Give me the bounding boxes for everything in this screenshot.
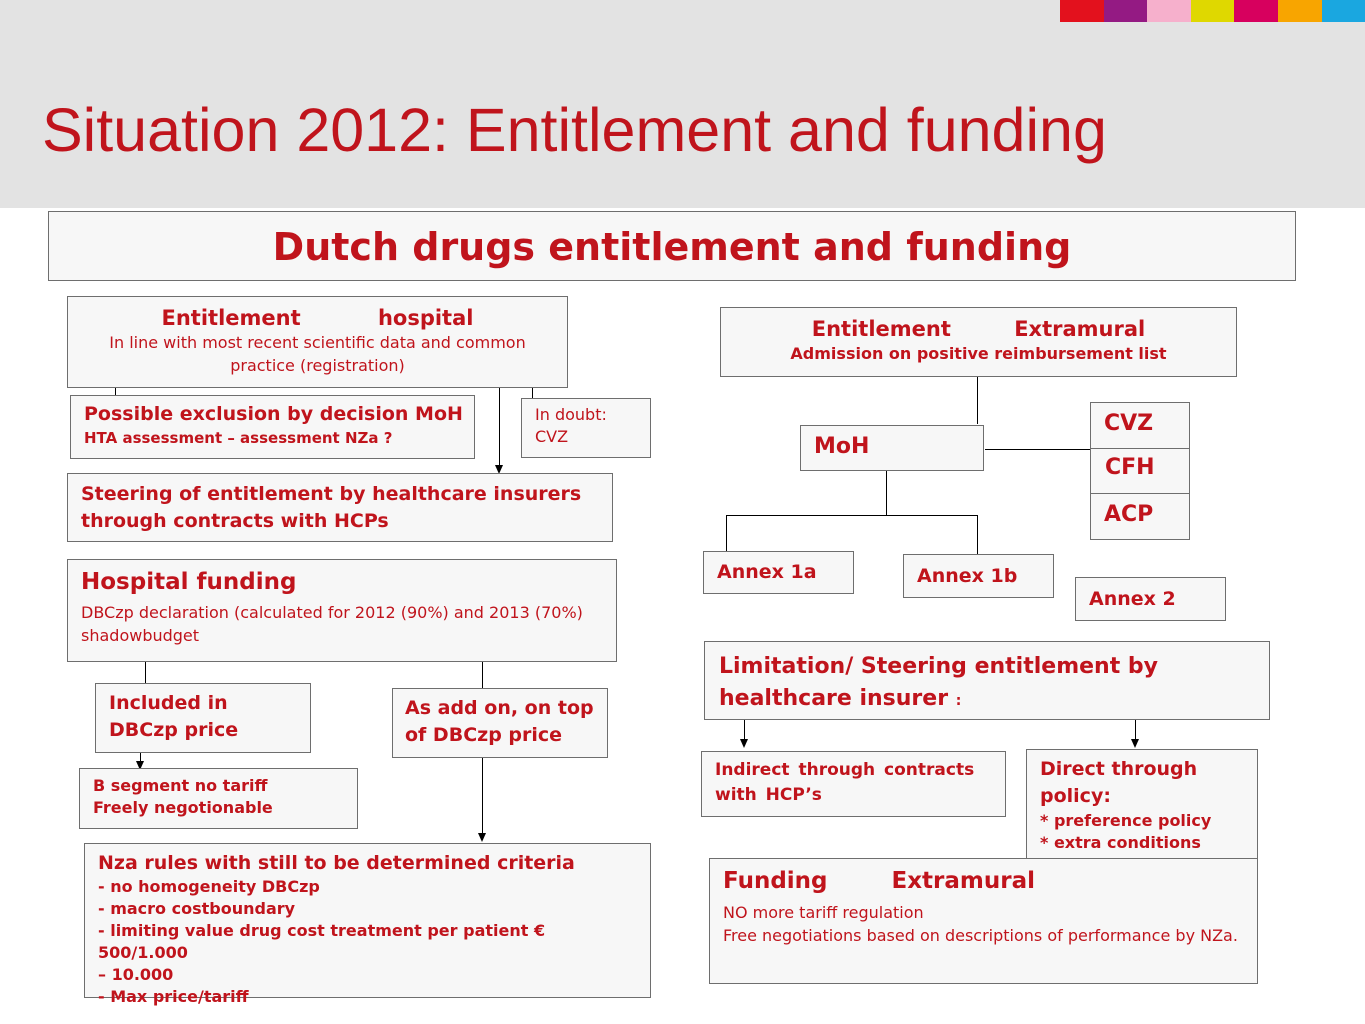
color-swatch-blue — [1322, 0, 1365, 22]
entitlement-hospital-title: Entitlement hospital — [161, 306, 474, 330]
annex-1b-box — [903, 554, 1054, 598]
connector-line — [977, 515, 978, 554]
cvz-label: CVZ — [1104, 411, 1154, 436]
entitlement-hospital-text: In line with most recent scientific data and common practice (registration) — [109, 333, 526, 375]
acp-label: ACP — [1104, 502, 1154, 527]
exclusion-box — [70, 395, 475, 459]
direct-line2: * extra conditions — [1040, 833, 1201, 852]
connector-line — [145, 660, 146, 684]
limitation-text — [719, 651, 1255, 717]
hospital-funding-box — [67, 559, 617, 662]
cfh-label: CFH — [1105, 455, 1155, 480]
annex-2-box — [1075, 577, 1226, 621]
indirect-text: Indirect through contracts with HCP’s — [715, 760, 975, 805]
steering-box — [67, 473, 613, 542]
connector-line — [744, 718, 745, 740]
in-doubt-box — [521, 398, 651, 458]
connector-line — [1135, 718, 1136, 740]
direct-box — [1026, 749, 1258, 859]
entitlement-extramural-title: Entitlement Extramural — [811, 317, 1146, 341]
nza-box — [84, 843, 651, 1006]
slide-title: Situation 2012: Entitlement and funding — [42, 96, 1107, 164]
annex-2-label: Annex 2 — [1089, 588, 1176, 610]
add-on-text: As add on, on top of DBCzp price — [405, 697, 594, 746]
entitlement-extramural-box — [720, 307, 1237, 377]
color-swatch-pink — [1147, 0, 1191, 22]
connector-line — [977, 376, 978, 424]
main-title: Dutch drugs entitlement and funding — [272, 225, 1072, 269]
in-doubt-line2: CVZ — [535, 427, 569, 446]
connector-line — [726, 515, 978, 516]
color-swatch-red — [1060, 0, 1104, 22]
funding-extramural-box — [709, 858, 1258, 984]
nza-item: - no homogeneity DBCzp — [98, 877, 320, 896]
b-segment-line2: Freely negotionable — [93, 798, 273, 817]
main-title-box — [48, 211, 1296, 281]
color-swatch-purple — [1104, 0, 1148, 22]
limitation-box — [704, 641, 1270, 720]
add-on-box — [392, 688, 608, 758]
hospital-funding-title: Hospital funding — [81, 569, 297, 595]
brand-color-bar — [1060, 0, 1365, 22]
arrow-head — [1131, 739, 1139, 748]
connector-line — [886, 470, 887, 516]
entitlement-extramural-text: Admission on positive reimbursement list — [790, 344, 1167, 363]
cfh-box — [1090, 448, 1190, 494]
acp-box — [1090, 493, 1190, 540]
connector-line — [726, 515, 727, 551]
moh-label: MoH — [814, 434, 870, 459]
indirect-box — [701, 751, 1006, 817]
exclusion-text: HTA assessment – assessment NZa ? — [84, 429, 393, 447]
color-swatch-magenta — [1234, 0, 1278, 22]
annex-1a-label: Annex 1a — [717, 561, 817, 583]
nza-title: Nza rules with still to be determined criteria — [98, 852, 575, 874]
arrow-head — [478, 833, 486, 842]
in-doubt-line1: In doubt: — [535, 405, 607, 424]
cvz-box — [1090, 402, 1190, 449]
nza-item: - Max price/tariff — [98, 987, 249, 1006]
connector-line — [482, 660, 483, 689]
connector-line — [482, 756, 483, 834]
entitlement-hospital-box — [67, 296, 568, 388]
b-segment-box — [79, 768, 358, 829]
nza-item: - limiting value drug cost treatment per patient € 500/1.000 — [98, 921, 546, 962]
b-segment-line1: B segment no tariff — [93, 776, 268, 795]
nza-item: – 10.000 — [98, 965, 174, 984]
direct-line1: * preference policy — [1040, 811, 1212, 830]
included-box — [95, 683, 311, 753]
annex-1b-label: Annex 1b — [917, 565, 1018, 587]
direct-title: Direct through policy: — [1040, 758, 1198, 807]
nza-item: - macro costboundary — [98, 899, 296, 918]
moh-box — [800, 425, 984, 471]
arrow-head — [740, 739, 748, 748]
included-text: Included in DBCzp price — [109, 692, 239, 741]
funding-extramural-line2: Free negotiations based on descriptions of performance by NZa. — [723, 926, 1238, 945]
limitation-main: Limitation/ Steering entitlement by healthcare insurer — [719, 654, 1158, 711]
annex-1a-box — [703, 551, 854, 594]
steering-text: Steering of entitlement by healthcare insurers through contracts with HCPs — [81, 483, 582, 532]
color-swatch-yellow — [1191, 0, 1235, 22]
exclusion-title: Possible exclusion by decision MoH — [84, 403, 463, 425]
limitation-suffix: : — [955, 693, 962, 709]
connector-line — [985, 449, 1090, 450]
hospital-funding-text: DBCzp declaration (calculated for 2012 (90%) and 2013 (70%) shadowbudget — [81, 603, 583, 645]
funding-extramural-line1: NO more tariff regulation — [723, 903, 924, 922]
connector-line — [499, 386, 500, 466]
funding-extramural-title: Funding Extramural — [723, 868, 1035, 894]
color-swatch-orange — [1278, 0, 1322, 22]
